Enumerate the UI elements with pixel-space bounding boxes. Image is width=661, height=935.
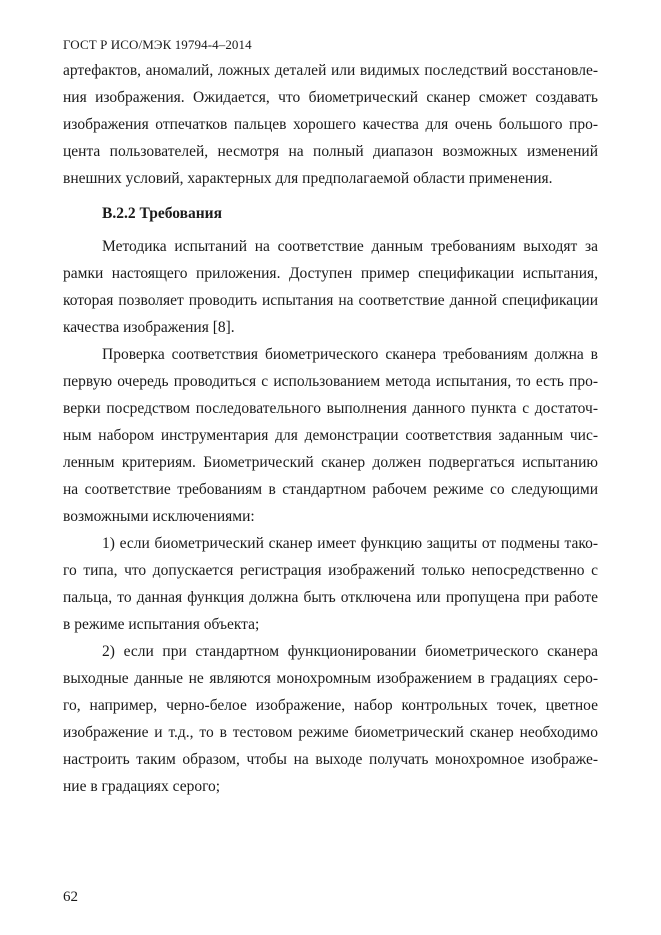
text-line: в режиме испытания объекта; [63,616,260,633]
list-item-line: 2) если при стандартном функционировании биометрического сканера [102,643,598,660]
text-line: го, например, черно-белое изображение, набор контрольных точек, цветное [63,697,598,714]
text-line: ние в градациях серого; [63,778,221,795]
text-line: изображения отпечатков пальцев хорошего качества для очень большого про- [63,116,598,133]
document-header: ГОСТ Р ИСО/МЭК 19794-4–2014 [63,37,252,52]
text-line: рамки настоящего приложения. Доступен пример спецификации испытания, [63,265,598,282]
text-line: Методика испытаний на соответствие данным требованиям выходят за [102,238,598,255]
text-line: возможными исключениями: [63,508,255,525]
text-line: настроить таким образом, чтобы на выходе получать монохромное изображе- [63,751,598,768]
text-line: ния изображения. Ожидается, что биометрический сканер сможет создавать [63,89,598,106]
text-line: ным набором инструментария для демонстрации соответствия заданным чис- [63,427,598,444]
text-line: выходные данные не являются монохромным изображением в градациях серо- [63,670,598,687]
section-heading: B.2.2 Требования [102,205,222,222]
text-line: изображение и т.д., то в тестовом режиме биометрический сканер необходимо [63,724,598,741]
text-line: первую очередь проводиться с использованием метода испытания, то есть про- [63,373,598,390]
text-line: Проверка соответствия биометрического сканера требованиям должна в [102,346,598,363]
page-number: 62 [63,889,78,905]
list-item-line: 1) если биометрический сканер имеет функцию защиты от подмены тако- [102,535,598,552]
text-line: внешних условий, характерных для предполагаемой области применения. [63,170,553,187]
text-line: пальца, то данная функция должна быть отключена или пропущена при работе [63,589,598,606]
text-line: верки посредством последовательного выполнения данного пункта с достаточ- [63,400,598,417]
text-line: цента пользователей, несмотря на полный диапазон возможных изменений [63,143,598,160]
text-line: ленным критериям. Биометрический сканер должен подвергаться испытанию [63,454,598,471]
text-line: го типа, что допускается регистрация изображений только непосредственно с [63,562,598,579]
text-line: качества изображения [8]. [63,319,235,336]
text-line: которая позволяет проводить испытания на соответствие данной спецификации [63,292,598,309]
text-line: на соответствие требованиям в стандартном рабочем режиме со следующими [63,481,598,498]
text-line: артефактов, аномалий, ложных деталей или видимых последствий восстановле- [63,62,598,79]
